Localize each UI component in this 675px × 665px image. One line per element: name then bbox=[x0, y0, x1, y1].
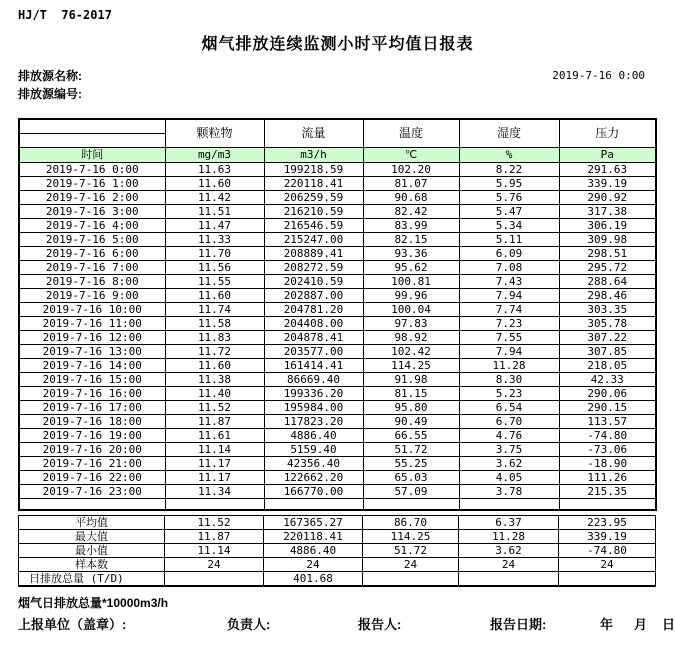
cell-value: 290.06 bbox=[559, 386, 656, 400]
cell-value: -74.80 bbox=[559, 428, 656, 442]
cell-value: 291.63 bbox=[559, 162, 656, 176]
cell-value: -73.06 bbox=[559, 442, 656, 456]
summary-value bbox=[165, 572, 264, 587]
cell-time: 2019-7-16 7:00 bbox=[19, 260, 165, 274]
cell-value: 97.83 bbox=[363, 316, 459, 330]
table-row bbox=[19, 414, 656, 428]
col-header-flow: 流量 bbox=[264, 119, 363, 147]
cell-value: 11.58 bbox=[165, 316, 264, 330]
cell-value: 11.17 bbox=[165, 456, 264, 470]
summary-label: 日排放总量 (T/D) bbox=[19, 572, 165, 587]
unit-temperature: ℃ bbox=[363, 147, 459, 162]
summary-row bbox=[19, 558, 656, 572]
time-header: 时间 bbox=[19, 147, 165, 162]
cell-value: 113.57 bbox=[559, 414, 656, 428]
cell-time: 2019-7-16 1:00 bbox=[19, 176, 165, 190]
cell-time: 2019-7-16 2:00 bbox=[19, 190, 165, 204]
cell-value: 8.30 bbox=[459, 372, 559, 386]
cell-value: 11.52 bbox=[165, 400, 264, 414]
cell-value: 290.92 bbox=[559, 190, 656, 204]
cell-value: 57.09 bbox=[363, 484, 459, 498]
cell-value: 81.15 bbox=[363, 386, 459, 400]
cell-value: 11.70 bbox=[165, 246, 264, 260]
month-label: 月 bbox=[634, 617, 648, 632]
cell-value: 11.28 bbox=[459, 358, 559, 372]
cell-time: 2019-7-16 17:00 bbox=[19, 400, 165, 414]
cell-value: 7.74 bbox=[459, 302, 559, 316]
data-rows bbox=[19, 162, 656, 510]
cell-value: 290.15 bbox=[559, 400, 656, 414]
summary-table bbox=[18, 515, 656, 587]
cell-value: 216210.59 bbox=[264, 204, 363, 218]
col-header-humidity: 湿度 bbox=[459, 119, 559, 147]
cell-value: 42.33 bbox=[559, 372, 656, 386]
cell-value: 5.34 bbox=[459, 218, 559, 232]
cell-value: 6.09 bbox=[459, 246, 559, 260]
cell-value: 204878.41 bbox=[264, 330, 363, 344]
year-label: 年 bbox=[600, 617, 614, 632]
cell-time: 2019-7-16 8:00 bbox=[19, 274, 165, 288]
cell-value: 303.35 bbox=[559, 302, 656, 316]
cell-value: 55.25 bbox=[363, 456, 459, 470]
unit-pressure: Pa bbox=[559, 147, 656, 162]
cell-value: 7.43 bbox=[459, 274, 559, 288]
cell-value: 7.94 bbox=[459, 344, 559, 358]
summary-value: 401.68 bbox=[264, 572, 363, 587]
cell-value: -18.90 bbox=[559, 456, 656, 470]
cell-value: 11.60 bbox=[165, 358, 264, 372]
cell-value: 220118.41 bbox=[264, 176, 363, 190]
cell-value: 122662.20 bbox=[264, 470, 363, 484]
cell-value: 11.34 bbox=[165, 484, 264, 498]
cell-time: 2019-7-16 10:00 bbox=[19, 302, 165, 316]
cell-value: 11.63 bbox=[165, 162, 264, 176]
cell-value: 11.87 bbox=[165, 414, 264, 428]
summary-label: 最大值 bbox=[19, 530, 165, 544]
empty-cell bbox=[264, 498, 363, 510]
empty-cell bbox=[559, 498, 656, 510]
cell-value: 51.72 bbox=[363, 442, 459, 456]
summary-value: 24 bbox=[559, 558, 656, 572]
cell-value: 203577.00 bbox=[264, 344, 363, 358]
report-date-label: 报告日期: bbox=[490, 617, 547, 632]
cell-value: 199336.20 bbox=[264, 386, 363, 400]
table-row bbox=[19, 330, 656, 344]
cell-value: 5.76 bbox=[459, 190, 559, 204]
table-row bbox=[19, 484, 656, 498]
summary-value bbox=[363, 572, 459, 587]
day-label: 日 bbox=[662, 617, 675, 632]
table-row bbox=[19, 204, 656, 218]
cell-value: 8.22 bbox=[459, 162, 559, 176]
table-row bbox=[19, 358, 656, 372]
table-row bbox=[19, 470, 656, 484]
cell-value: 202887.00 bbox=[264, 288, 363, 302]
report-meta bbox=[18, 67, 655, 105]
column-header-row bbox=[19, 119, 656, 147]
summary-value: 11.28 bbox=[459, 530, 559, 544]
cell-value: 102.42 bbox=[363, 344, 459, 358]
cell-value: 86669.40 bbox=[264, 372, 363, 386]
cell-value: 5.47 bbox=[459, 204, 559, 218]
cell-value: 202410.59 bbox=[264, 274, 363, 288]
cell-value: 82.42 bbox=[363, 204, 459, 218]
cell-time: 2019-7-16 11:00 bbox=[19, 316, 165, 330]
table-row bbox=[19, 176, 656, 190]
report-unit-label: 上报单位（盖章）: bbox=[18, 617, 127, 632]
unit-humidity: % bbox=[459, 147, 559, 162]
summary-value: 24 bbox=[165, 558, 264, 572]
cell-value: 5159.40 bbox=[264, 442, 363, 456]
cell-value: 3.75 bbox=[459, 442, 559, 456]
signature-row bbox=[0, 614, 675, 634]
cell-value: 65.03 bbox=[363, 470, 459, 484]
cell-value: 11.42 bbox=[165, 190, 264, 204]
table-row bbox=[19, 344, 656, 358]
summary-value: 11.14 bbox=[165, 544, 264, 558]
summary-value: 4886.40 bbox=[264, 544, 363, 558]
cell-value: 317.38 bbox=[559, 204, 656, 218]
empty-cell bbox=[19, 498, 165, 510]
summary-value: 6.37 bbox=[459, 516, 559, 530]
total-emission-note: 烟气日排放总量*10000m3/h bbox=[18, 596, 169, 610]
cell-value: 206259.59 bbox=[264, 190, 363, 204]
cell-value: 3.62 bbox=[459, 456, 559, 470]
cell-value: 11.72 bbox=[165, 344, 264, 358]
cell-value: 7.94 bbox=[459, 288, 559, 302]
page-title: 烟气排放连续监测小时平均值日报表 bbox=[201, 36, 474, 53]
table-row bbox=[19, 246, 656, 260]
table-row bbox=[19, 400, 656, 414]
cell-value: 307.22 bbox=[559, 330, 656, 344]
cell-value: 99.96 bbox=[363, 288, 459, 302]
summary-label: 最小值 bbox=[19, 544, 165, 558]
cell-time: 2019-7-16 0:00 bbox=[19, 162, 165, 176]
cell-value: 11.83 bbox=[165, 330, 264, 344]
time-header-split-cell bbox=[19, 119, 165, 147]
cell-time: 2019-7-16 12:00 bbox=[19, 330, 165, 344]
cell-time: 2019-7-16 20:00 bbox=[19, 442, 165, 456]
table-row bbox=[19, 372, 656, 386]
cell-value: 81.07 bbox=[363, 176, 459, 190]
cell-value: 90.49 bbox=[363, 414, 459, 428]
cell-value: 195984.00 bbox=[264, 400, 363, 414]
cell-value: 95.62 bbox=[363, 260, 459, 274]
summary-label: 样本数 bbox=[19, 558, 165, 572]
cell-time: 2019-7-16 16:00 bbox=[19, 386, 165, 400]
cell-value: 208889.41 bbox=[264, 246, 363, 260]
cell-time: 2019-7-16 4:00 bbox=[19, 218, 165, 232]
cell-value: 298.46 bbox=[559, 288, 656, 302]
cell-value: 216546.59 bbox=[264, 218, 363, 232]
summary-value: 24 bbox=[264, 558, 363, 572]
summary-value: 86.70 bbox=[363, 516, 459, 530]
cell-value: 111.26 bbox=[559, 470, 656, 484]
cell-time: 2019-7-16 13:00 bbox=[19, 344, 165, 358]
cell-value: 295.72 bbox=[559, 260, 656, 274]
split-divider bbox=[20, 133, 165, 134]
summary-value: 24 bbox=[459, 558, 559, 572]
cell-value: 6.54 bbox=[459, 400, 559, 414]
standard-code: HJ/T 76-2017 bbox=[18, 8, 112, 22]
cell-value: 11.47 bbox=[165, 218, 264, 232]
table-row bbox=[19, 428, 656, 442]
cell-value: 7.08 bbox=[459, 260, 559, 274]
cell-value: 114.25 bbox=[363, 358, 459, 372]
cell-value: 11.60 bbox=[165, 288, 264, 302]
summary-value: 24 bbox=[363, 558, 459, 572]
cell-value: 102.20 bbox=[363, 162, 459, 176]
table-row bbox=[19, 302, 656, 316]
cell-value: 208272.59 bbox=[264, 260, 363, 274]
responsible-label: 负责人: bbox=[227, 617, 271, 632]
cell-value: 11.38 bbox=[165, 372, 264, 386]
cell-value: 4.05 bbox=[459, 470, 559, 484]
cell-time: 2019-7-16 15:00 bbox=[19, 372, 165, 386]
cell-value: 288.64 bbox=[559, 274, 656, 288]
summary-value: -74.80 bbox=[559, 544, 656, 558]
cell-value: 3.78 bbox=[459, 484, 559, 498]
cell-value: 306.19 bbox=[559, 218, 656, 232]
summary-row bbox=[19, 516, 656, 530]
table-row bbox=[19, 274, 656, 288]
cell-value: 82.15 bbox=[363, 232, 459, 246]
cell-time: 2019-7-16 21:00 bbox=[19, 456, 165, 470]
table-row bbox=[19, 260, 656, 274]
cell-value: 339.19 bbox=[559, 176, 656, 190]
table-row bbox=[19, 218, 656, 232]
cell-value: 11.51 bbox=[165, 204, 264, 218]
cell-value: 305.78 bbox=[559, 316, 656, 330]
cell-value: 11.55 bbox=[165, 274, 264, 288]
cell-time: 2019-7-16 18:00 bbox=[19, 414, 165, 428]
unit-particulate: mg/m3 bbox=[165, 147, 264, 162]
cell-time: 2019-7-16 23:00 bbox=[19, 484, 165, 498]
cell-value: 4.76 bbox=[459, 428, 559, 442]
summary-value: 114.25 bbox=[363, 530, 459, 544]
cell-time: 2019-7-16 9:00 bbox=[19, 288, 165, 302]
table-row bbox=[19, 190, 656, 204]
cell-value: 5.23 bbox=[459, 386, 559, 400]
col-header-temperature: 温度 bbox=[363, 119, 459, 147]
reporter-label: 报告人: bbox=[358, 617, 402, 632]
summary-row bbox=[19, 544, 656, 558]
cell-value: 11.56 bbox=[165, 260, 264, 274]
cell-value: 11.40 bbox=[165, 386, 264, 400]
cell-value: 100.81 bbox=[363, 274, 459, 288]
summary-value: 220118.41 bbox=[264, 530, 363, 544]
cell-time: 2019-7-16 19:00 bbox=[19, 428, 165, 442]
cell-value: 11.14 bbox=[165, 442, 264, 456]
cell-value: 66.55 bbox=[363, 428, 459, 442]
cell-value: 7.23 bbox=[459, 316, 559, 330]
report-datetime: 2019-7-16 0:00 bbox=[552, 69, 645, 82]
cell-value: 309.98 bbox=[559, 232, 656, 246]
cell-value: 215.35 bbox=[559, 484, 656, 498]
spacer-row bbox=[19, 498, 656, 510]
table-row bbox=[19, 456, 656, 470]
summary-row bbox=[19, 572, 656, 587]
cell-value: 93.36 bbox=[363, 246, 459, 260]
cell-value: 98.92 bbox=[363, 330, 459, 344]
summary-value: 3.62 bbox=[459, 544, 559, 558]
unit-flow: m3/h bbox=[264, 147, 363, 162]
summary-value: 223.95 bbox=[559, 516, 656, 530]
summary-value: 11.52 bbox=[165, 516, 264, 530]
cell-value: 204408.00 bbox=[264, 316, 363, 330]
table-row bbox=[19, 316, 656, 330]
summary-value bbox=[459, 572, 559, 587]
cell-time: 2019-7-16 3:00 bbox=[19, 204, 165, 218]
col-header-particulate: 颗粒物 bbox=[165, 119, 264, 147]
cell-value: 90.68 bbox=[363, 190, 459, 204]
cell-time: 2019-7-16 22:00 bbox=[19, 470, 165, 484]
cell-value: 117823.20 bbox=[264, 414, 363, 428]
summary-value: 339.19 bbox=[559, 530, 656, 544]
cell-value: 42356.40 bbox=[264, 456, 363, 470]
cell-value: 100.04 bbox=[363, 302, 459, 316]
cell-value: 11.74 bbox=[165, 302, 264, 316]
unit-header-row bbox=[19, 147, 656, 162]
cell-value: 83.99 bbox=[363, 218, 459, 232]
summary-value: 11.87 bbox=[165, 530, 264, 544]
table-row bbox=[19, 288, 656, 302]
summary-label: 平均值 bbox=[19, 516, 165, 530]
cell-value: 161414.41 bbox=[264, 358, 363, 372]
cell-value: 11.33 bbox=[165, 232, 264, 246]
cell-value: 307.85 bbox=[559, 344, 656, 358]
cell-value: 4886.40 bbox=[264, 428, 363, 442]
source-name-label: 排放源名称: bbox=[18, 69, 82, 83]
summary-value: 51.72 bbox=[363, 544, 459, 558]
empty-cell bbox=[459, 498, 559, 510]
summary-rows bbox=[19, 516, 656, 587]
cell-value: 11.61 bbox=[165, 428, 264, 442]
col-header-pressure: 压力 bbox=[559, 119, 656, 147]
cell-value: 215247.00 bbox=[264, 232, 363, 246]
cell-value: 95.80 bbox=[363, 400, 459, 414]
summary-row bbox=[19, 530, 656, 544]
empty-cell bbox=[363, 498, 459, 510]
empty-cell bbox=[165, 498, 264, 510]
cell-value: 11.17 bbox=[165, 470, 264, 484]
cell-value: 6.70 bbox=[459, 414, 559, 428]
cell-value: 204781.20 bbox=[264, 302, 363, 316]
summary-value bbox=[559, 572, 656, 587]
hourly-average-table bbox=[18, 118, 657, 511]
cell-value: 298.51 bbox=[559, 246, 656, 260]
table-row bbox=[19, 442, 656, 456]
cell-time: 2019-7-16 5:00 bbox=[19, 232, 165, 246]
cell-value: 7.55 bbox=[459, 330, 559, 344]
cell-value: 5.11 bbox=[459, 232, 559, 246]
table-row bbox=[19, 386, 656, 400]
source-code-label: 排放源编号: bbox=[18, 87, 82, 101]
table-row bbox=[19, 162, 656, 176]
cell-value: 199218.59 bbox=[264, 162, 363, 176]
cell-time: 2019-7-16 14:00 bbox=[19, 358, 165, 372]
cell-value: 91.98 bbox=[363, 372, 459, 386]
report-page bbox=[0, 8, 675, 665]
table-row bbox=[19, 232, 656, 246]
cell-time: 2019-7-16 6:00 bbox=[19, 246, 165, 260]
cell-value: 166770.00 bbox=[264, 484, 363, 498]
cell-value: 218.05 bbox=[559, 358, 656, 372]
summary-value: 167365.27 bbox=[264, 516, 363, 530]
cell-value: 5.95 bbox=[459, 176, 559, 190]
cell-value: 11.60 bbox=[165, 176, 264, 190]
